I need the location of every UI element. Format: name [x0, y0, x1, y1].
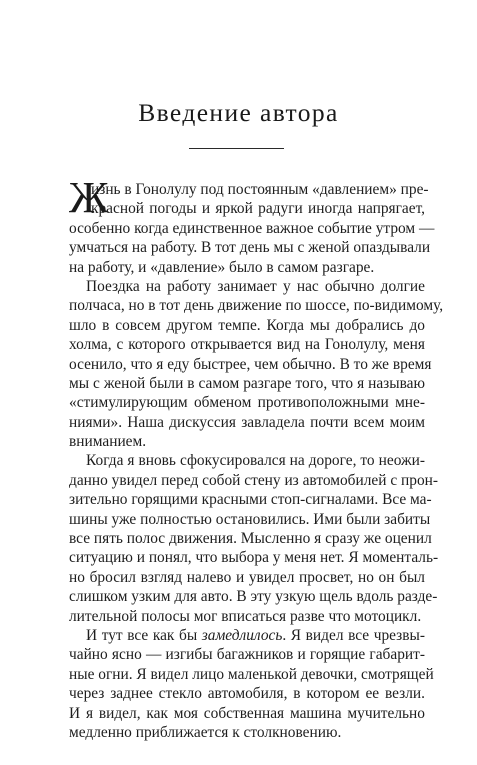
text-line: ниями». Наша дискуссия завладела почти всем моим: [69, 413, 425, 431]
paragraph: [69, 277, 444, 452]
text-line: чайно ясно — изгибы багажников и горящие габарит-: [69, 646, 425, 664]
title-divider: [189, 148, 284, 149]
chapter-body: [69, 180, 444, 742]
text-line: «стимулирующим обменом противоположными мне-: [69, 394, 425, 412]
text-line: слишком узким для авто. В эту узкую щель вдоль разде-: [69, 588, 438, 606]
text-line: ные огни. Я видел лицо маленькой девочки, смотрящей: [69, 665, 434, 683]
text-line: Когда я вновь сфокусировался на дороге, то неожи-: [86, 452, 425, 470]
text-line: И тут все как бы замедлилось. Я видел все чрезвы-: [86, 626, 425, 644]
drop-cap: Ж: [69, 173, 109, 222]
text-line: особенно когда единственное важное событие утром —: [69, 219, 435, 237]
text-line: через заднее стекло автомобиля, в котором ее везли.: [69, 685, 425, 703]
text-line: медленно приближается к столкновению.: [69, 723, 342, 741]
text-line: полчаса, но в тот день движение по шоссе, по-видимому,: [69, 297, 444, 315]
text-line: шло в совсем другом темпе. Когда мы добрались до: [69, 316, 425, 334]
text-line: И я видел, как моя собственная машина мучительно: [69, 704, 425, 722]
paragraph: [69, 451, 439, 626]
text-line: лительной полосы мог вписаться разве что мотоцикл.: [69, 607, 422, 625]
text-line: на работу, и «давление» было в самом разгаре.: [69, 258, 375, 276]
text-line: осенило, что я еду быстрее, чем обычно. В то же время: [69, 355, 432, 373]
text-line: зительно горящими красными стоп-сигналами. Все ма-: [69, 491, 432, 509]
text-line: все пять полос движения. Мысленно я сразу же оценил: [69, 530, 432, 548]
text-line: умчаться на работу. В тот день мы с женой опаздывали: [69, 239, 431, 257]
text-line: данно увидел перед собой стену из автомобилей с прон-: [69, 471, 439, 489]
text-line: холма, с которого открывается вид на Гонолулу, меня: [69, 336, 425, 354]
text-line: ситуацию и понял, что выбора у меня нет. Я моменталь-: [69, 549, 439, 567]
text-line: но бросил взгляд налево и увидел просвет, но он был: [69, 568, 425, 586]
text-line: шины уже полностью остановились. Ими были забиты: [69, 510, 431, 528]
paragraph: [69, 626, 434, 742]
text-line: мы с женой были в самом разгаре того, что я называю: [69, 374, 425, 392]
chapter-title: Введение автора: [138, 98, 339, 127]
text-line: изнь в Гонолулу под постоянным «давлением» пре-: [91, 181, 429, 198]
paragraph: [69, 180, 435, 277]
text-line: Поездка на работу занимает у нас обычно долгие: [86, 277, 425, 295]
text-line: красной погоды и яркой радуги иногда напрягает,: [91, 200, 425, 218]
text-line: вниманием.: [69, 433, 147, 451]
